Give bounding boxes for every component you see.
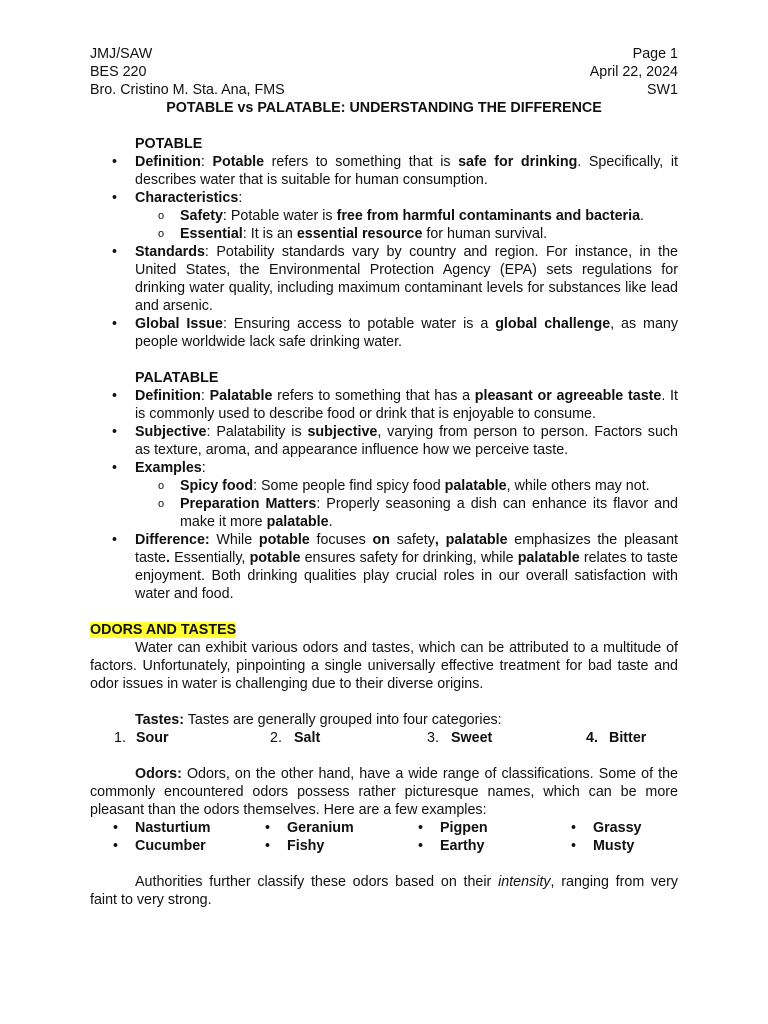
odor-row: • Cucumber • Fishy • Earthy • Musty (113, 838, 635, 854)
tastes-list: 1. Sour 2. Salt 3. Sweet 4. Bitter (114, 730, 647, 746)
page-number: Page 1 (632, 46, 678, 62)
potable-definition: • Definition: Potable refers to something that is safe for drinking. Specifically, it describes water that is suitable for human consumption. (112, 154, 678, 188)
odors-intro: Water can exhibit various odors and tastes, which can be attributed to a multitude of factors. Unfortunately, pinpointing a single universally effective treatment for bad taste and odor issues in water is challenging due to their diverse origins. (90, 640, 678, 692)
palatable-preparation: o Preparation Matters: Properly seasoning a dish can enhance its flavor and make it more palatable. (158, 496, 678, 530)
odors-description: Odors: Odors, on the other hand, have a wide range of classifications. Some of the commonly encountered odors possess rather picturesque names, which can be more pleasant than the odors themselves. Here are a few examples: (90, 766, 678, 818)
document-title: POTABLE vs PALATABLE: UNDERSTANDING THE DIFFERENCE (166, 100, 602, 116)
header-code: JMJ/SAW (90, 46, 153, 62)
odors-closing: Authorities further classify these odors based on their intensity, ranging from very faint to very strong. (90, 874, 679, 908)
palatable-examples: • Examples: (112, 460, 206, 476)
tastes-intro: Tastes: Tastes are generally grouped into four categories: (135, 712, 502, 728)
palatable-definition: • Definition: Palatable refers to something that has a pleasant or agreeable taste. It is commonly used to describe food or drink that is enjoyable to consume. (112, 388, 678, 422)
potable-global-issue: • Global Issue: Ensuring access to potable water is a global challenge, as many people worldwide lack safe drinking water. (112, 316, 678, 350)
potable-safety: o Safety: Potable water is free from harmful contaminants and bacteria. (158, 208, 645, 224)
potable-characteristics: • Characteristics: (112, 190, 243, 206)
potable-heading: POTABLE (135, 136, 203, 152)
palatable-subjective: • Subjective: Palatability is subjective, varying from person to person. Factors such as texture, aroma, and appearance influence how we perceive taste. (112, 424, 678, 458)
odors-tastes-section (90, 621, 678, 639)
palatable-list (90, 387, 678, 603)
document-date: April 22, 2024 (589, 64, 678, 80)
odors-tastes-heading: ODORS AND TASTES (90, 622, 237, 638)
header-block (90, 45, 678, 99)
palatable-heading: PALATABLE (135, 370, 219, 386)
worksheet-id: SW1 (647, 82, 678, 98)
palatable-spicy-food: o Spicy food: Some people find spicy food palatable, while others may not. (158, 478, 650, 494)
palatable-difference: • Difference: While potable focuses on safety, palatable emphasizes the pleasant taste. Essentially, potable ensures safety for drinking, while palatable relates to taste enjoyment. Both drinking qualities play crucial roles in our overall satisfaction with water and food. (112, 532, 678, 602)
potable-essential: o Essential: It is an essential resource for human survival. (158, 226, 548, 242)
potable-standards: • Standards: Potability standards vary by country and region. For instance, in the United States, the Environmental Protection Agency (EPA) sets regulations for drinking water quality, including maximum contaminant levels for substances like lead and arsenic. (112, 244, 678, 314)
odor-row: • Nasturtium • Geranium • Pigpen • Grassy (113, 820, 642, 836)
course-code: BES 220 (90, 64, 147, 80)
document-page (90, 45, 678, 909)
author-name: Bro. Cristino M. Sta. Ana, FMS (90, 82, 285, 98)
potable-list (90, 153, 678, 351)
